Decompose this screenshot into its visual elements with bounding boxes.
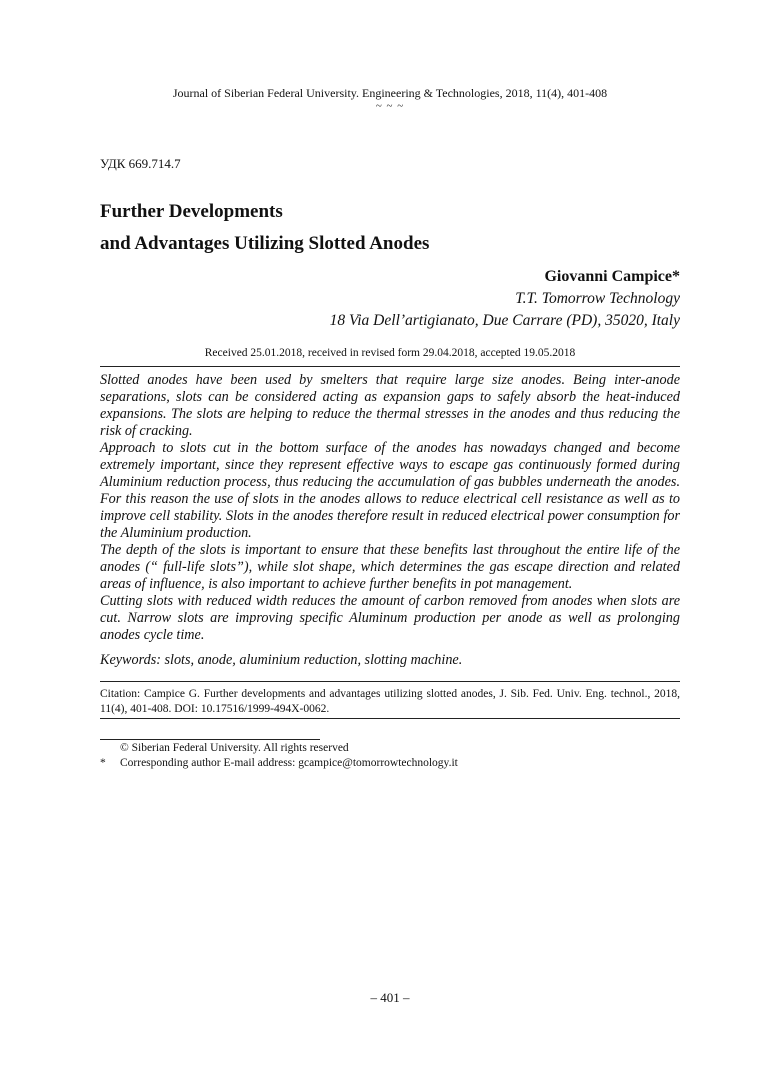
author-address: 18 Via Dell’artigianato, Due Carrare (PD), 35020, Italy [329,312,680,329]
article-title [100,196,680,260]
abstract-paragraph: Approach to slots cut in the bottom surface of the anodes has nowadays changed and become extremely important, since they represent effective ways to escape gas continuously formed during Aluminium reduction process, thus reducing the accumulation of gas bubbles underneath the anodes. For this reason the use of slots in the anodes allows to reduce electrical cell resistance as well as to improve cell stability. Slots in the anodes therefore result in reduced electrical power consumption for the Aluminium production. [100,440,680,541]
title-line-1: Further Developments [100,201,283,222]
header-ornament: ~ ~ ~ [375,100,405,112]
udk-code: УДК 669.714.7 [100,156,181,171]
divider-citation-top [100,681,680,682]
title-line-2: and Advantages Utilizing Slotted Anodes [100,233,430,254]
author-organization: T.T. Tomorrow Technology [515,290,680,307]
author-name: Giovanni Campice* [544,268,680,285]
page-number: – 401 – [370,990,410,1005]
abstract [100,372,680,644]
author-block [330,266,680,332]
abstract-paragraph: Cutting slots with reduced width reduces the amount of carbon removed from anodes when slots are cut. Narrow slots are improving specific Aluminum production per anode as well as prolonging anodes cycle time. [100,593,680,643]
abstract-paragraph: Slotted anodes have been used by smelters that require large size anodes. Being inter-anode separations, slots can be considered acting as expansion gaps to safely absorb the heat-induced expansions. The slots are helping to reduce the thermal stresses in the anodes and thus reducing the risk of cracking. [100,372,680,439]
corresponding-author-text: Corresponding author E-mail address: gcampice@tomorrowtechnology.it [120,757,458,769]
journal-header: Journal of Siberian Federal University. Engineering & Technologies, 2018, 11(4), 401-408 [172,86,608,100]
received-dates: Received 25.01.2018, received in revised form 29.04.2018, accepted 19.05.2018 [204,347,576,359]
footnotes [100,741,680,771]
footnote-mark: * [100,757,106,769]
divider-top [100,366,680,367]
footnote-corresponding [100,756,680,771]
divider-citation-bottom [100,718,680,719]
abstract-paragraph: The depth of the slots is important to ensure that these benefits last throughout the entire life of the anodes (“ full-life slots”), while slot shape, which determines the gas escape direction and related areas of influence, is also important to achieve further benefits in pot management. [100,542,680,592]
copyright-text: © Siberian Federal University. All rights reserved [120,742,349,754]
citation: Citation: Campice G. Further developments and advantages utilizing slotted anodes, J. Sib. Fed. Univ. Eng. technol., 2018, 11(4), 401-408. DOI: 10.17516/1999-494X-0062. [100,688,680,715]
keywords: Keywords: slots, anode, aluminium reduction, slotting machine. [100,652,463,668]
footnote-divider [100,739,320,740]
footnote-copyright [100,741,680,756]
